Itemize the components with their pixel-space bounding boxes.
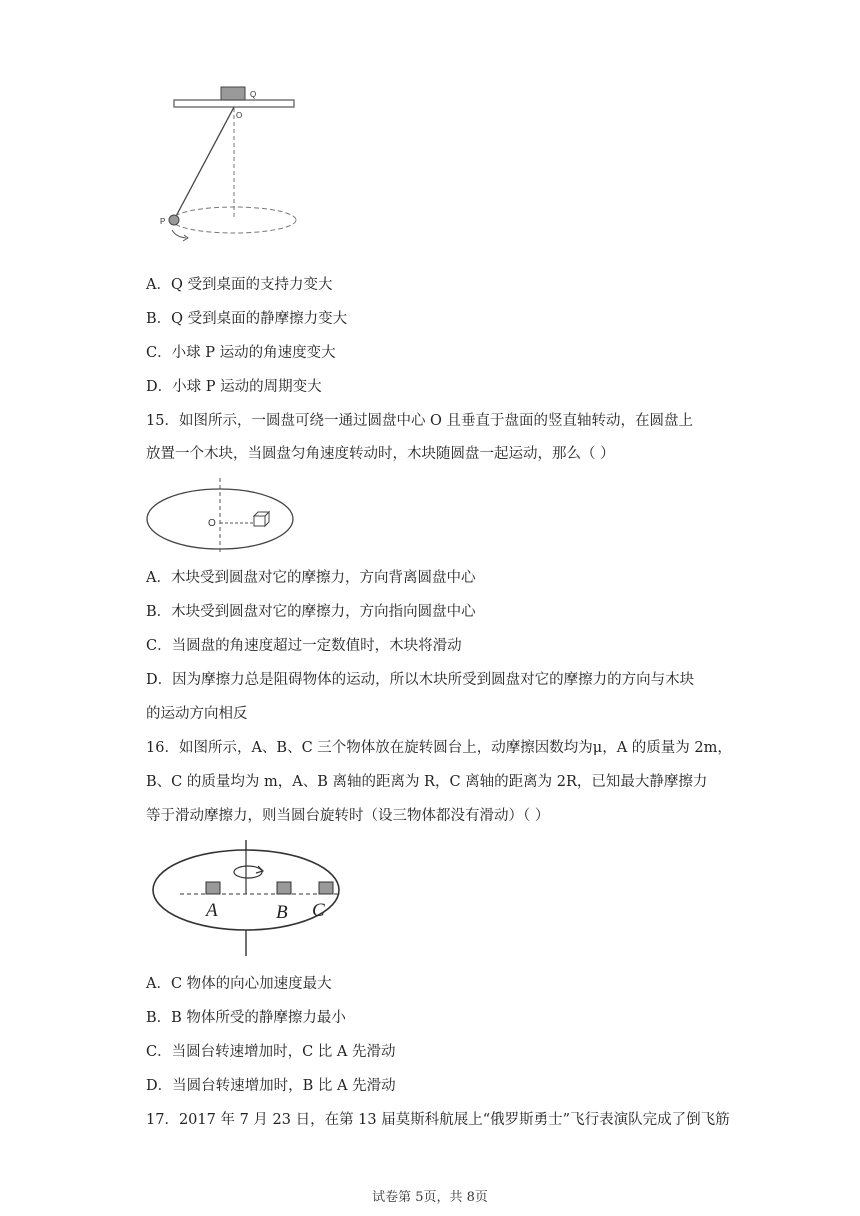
rotating-disc-figure xyxy=(144,476,300,554)
label-b: B xyxy=(276,902,288,923)
q16-option-c: C．当圆台转速增加时，C 比 A 先滑动 xyxy=(146,1044,396,1060)
conical-pendulum-figure xyxy=(160,80,310,255)
q14-option-d: D．小球 P 运动的周期变大 xyxy=(146,379,322,395)
label-p: P xyxy=(160,217,166,226)
ball-p xyxy=(169,215,179,225)
q16-option-b: B．B 物体所受的静摩擦力最小 xyxy=(146,1010,346,1026)
turntable-figure xyxy=(150,838,346,958)
block-b xyxy=(277,882,291,894)
q15-option-c: C．当圆盘的角速度超过一定数值时，木块将滑动 xyxy=(146,638,462,654)
block-a xyxy=(206,882,220,894)
q16-option-d: D．当圆台转速增加时，B 比 A 先滑动 xyxy=(146,1078,396,1094)
q14-option-a: A．Q 受到桌面的支持力变大 xyxy=(146,277,333,293)
label-c: C xyxy=(312,900,325,921)
q14-option-c: C．小球 P 运动的角速度变大 xyxy=(146,345,336,361)
string xyxy=(174,107,234,220)
q15-option-d: D．因为摩擦力总是阻碍物体的运动，所以木块所受到圆盘对它的摩擦力的方向与木块 xyxy=(146,672,695,688)
page-footer: 试卷第 5页，共 8页 xyxy=(372,1190,488,1205)
q15-stem-line2: 放置一个木块，当圆盘匀角速度转动时，木块随圆盘一起运动，那么（ ） xyxy=(146,446,615,462)
center-label-o: O xyxy=(208,518,216,529)
block-c xyxy=(319,882,333,894)
q14-option-b: B．Q 受到桌面的静摩擦力变大 xyxy=(146,311,348,327)
q16-stem-line2: B、C 的质量均为 m，A、B 离轴的距离为 R，C 离轴的距离为 2R，已知最大静摩擦力 xyxy=(146,774,708,790)
disc-ellipse xyxy=(147,489,293,549)
q15-option-d-cont: 的运动方向相反 xyxy=(146,706,248,722)
q15-option-b: B．木块受到圆盘对它的摩擦力，方向指向圆盘中心 xyxy=(146,604,476,620)
label-a: A xyxy=(206,900,218,921)
label-o: O xyxy=(236,111,243,120)
block-q xyxy=(221,87,245,100)
q16-stem-line3: 等于滑动摩擦力，则当圆台旋转时（设三物体都没有滑动）（ ） xyxy=(146,808,550,824)
label-q: Q xyxy=(250,90,257,99)
q15-option-a: A．木块受到圆盘对它的摩擦力，方向背离圆盘中心 xyxy=(146,570,476,586)
q17-stem-line1: 17．2017 年 7 月 23 日，在第 13 届莫斯科航展上“俄罗斯勇士”飞行表演队完成了倒飞筋 xyxy=(146,1112,730,1128)
q16-option-a: A．C 物体的向心加速度最大 xyxy=(146,976,332,992)
q15-stem-line1: 15．如图所示，一圆盘可绕一通过圆盘中心 O 且垂直于盘面的竖直轴转动，在圆盘上 xyxy=(146,413,694,429)
q16-stem-line1: 16．如图所示，A、B、C 三个物体放在旋转圆台上，动摩擦因数均为μ，A 的质量为 2m， xyxy=(146,740,732,756)
table-surface xyxy=(174,100,294,107)
wood-block xyxy=(254,512,269,526)
rotation-arrow xyxy=(172,230,186,238)
